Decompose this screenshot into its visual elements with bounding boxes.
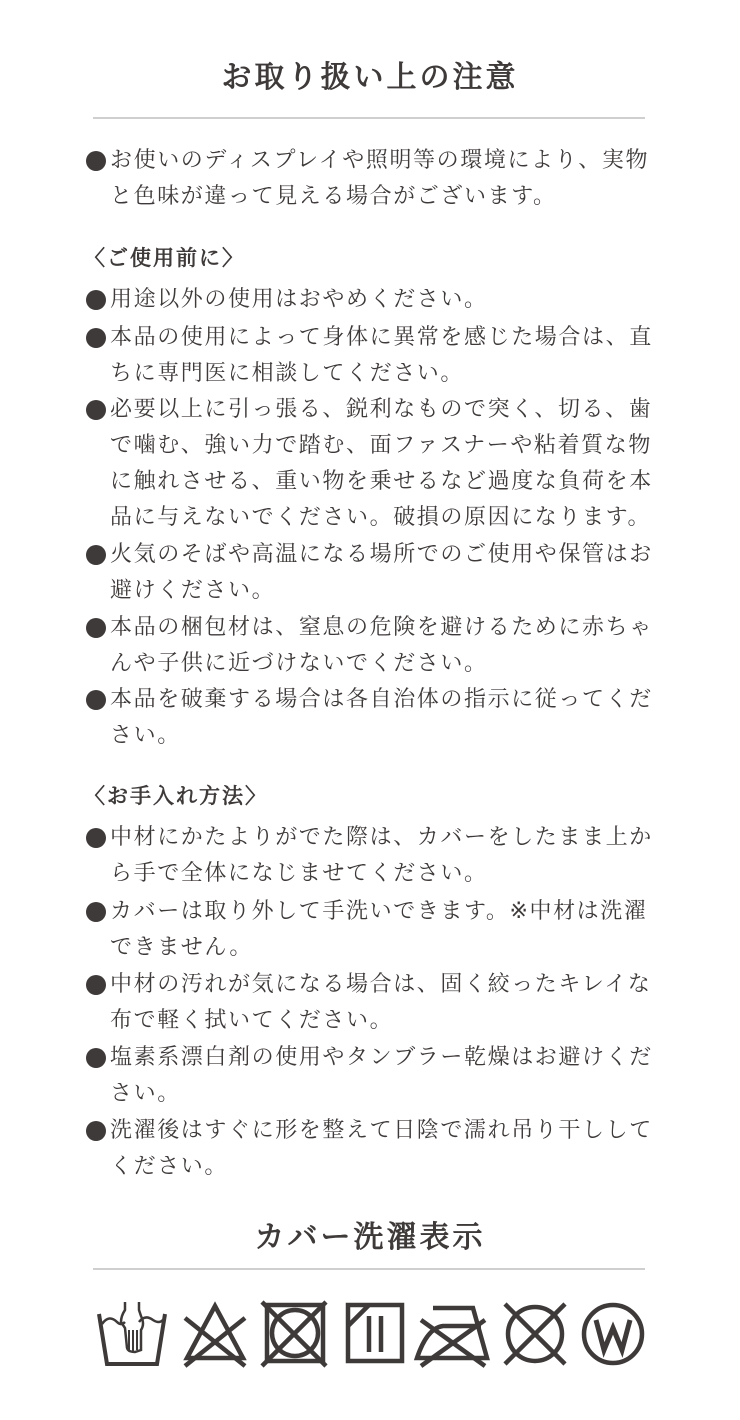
bullet-dot-icon <box>86 618 106 638</box>
no-iron-icon <box>413 1300 493 1368</box>
before-use-item: 本品の使用によって身体に異常を感じた場合は、直ちに専門医に相談してください。 <box>86 320 661 392</box>
bullet-dot-icon <box>86 690 106 710</box>
bullet-dot-icon <box>86 1048 106 1068</box>
care-method-item: カバーは取り外して手洗いできます。※中材は洗濯できません。 <box>86 894 661 966</box>
no-tumble-dry-icon <box>260 1300 328 1368</box>
bullet-dot-icon <box>86 328 106 348</box>
bullet-dot-icon <box>86 975 106 995</box>
care-method-heading: 〈お手入れ方法〉 <box>84 784 268 808</box>
bullet-dot-icon <box>86 902 106 922</box>
no-dry-clean-icon <box>501 1300 569 1368</box>
laundry-divider <box>93 1268 645 1270</box>
bullet-dot-icon <box>86 1121 106 1141</box>
before-use-item: 本品を破棄する場合は各自治体の指示に従ってください。 <box>86 682 661 754</box>
hand-wash-icon <box>97 1300 167 1368</box>
line-dry-shade-icon <box>345 1300 405 1368</box>
intro-item: お使いのディスプレイや照明等の環境により、実物と色味が違って見える場合がございます。 <box>86 143 661 215</box>
bullet-dot-icon <box>86 290 106 310</box>
handling-title: お取り扱い上の注意 <box>221 60 519 95</box>
care-method-item: 中材にかたよりがでた際は、カバーをしたまま上から手で全体になじませてください。 <box>86 820 661 892</box>
handling-divider <box>93 117 645 119</box>
care-method-item: 塩素系漂白剤の使用やタンブラー乾燥はお避けください。 <box>86 1040 661 1112</box>
laundry-icons <box>95 1300 650 1372</box>
bullet-dot-icon <box>86 828 106 848</box>
no-bleach-icon <box>182 1300 248 1368</box>
care-method-item: 洗濯後はすぐに形を整えて日陰で濡れ吊り干ししてください。 <box>86 1113 661 1185</box>
laundry-title: カバー洗濯表示 <box>254 1220 486 1255</box>
wet-clean-icon <box>579 1300 647 1368</box>
before-use-heading: 〈ご使用前に〉 <box>84 246 245 270</box>
before-use-item: 本品の梱包材は、窒息の危険を避けるために赤ちゃんや子供に近づけないでください。 <box>86 610 661 682</box>
before-use-item: 火気のそばや高温になる場所でのご使用や保管はお避けください。 <box>86 537 661 609</box>
care-method-item: 中材の汚れが気になる場合は、固く絞ったキレイな布で軽く拭いてください。 <box>86 967 661 1039</box>
bullet-dot-icon <box>86 151 106 171</box>
before-use-item: 用途以外の使用はおやめください。 <box>86 282 661 318</box>
before-use-item: 必要以上に引っ張る、鋭利なもので突く、切る、歯で噛む、強い力で踏む、面ファスナーや粘着質な物に触れさせる、重い物を乗せるなど過度な負荷を本品に与えないでください。破損の原因になります。 <box>86 392 661 536</box>
bullet-dot-icon <box>86 400 106 420</box>
bullet-dot-icon <box>86 545 106 565</box>
